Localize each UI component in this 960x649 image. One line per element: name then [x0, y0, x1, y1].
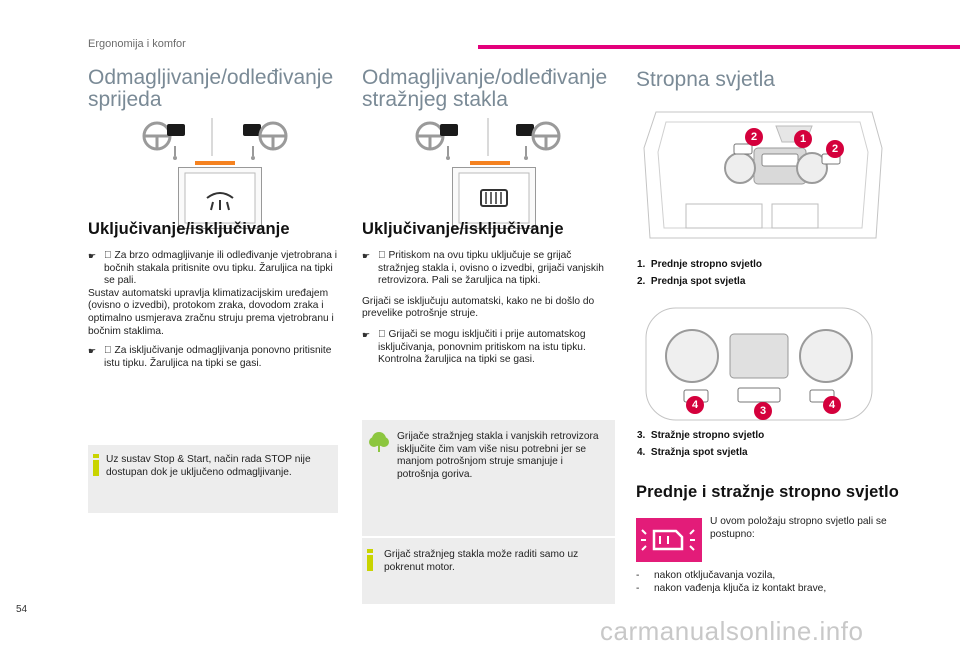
- front-defrost-icon: [179, 168, 261, 228]
- rear-window-defrost-icon: [453, 168, 535, 228]
- col1-para1: Sustav automatski upravlja klimatizacijskim uređajem (ovisno o izvedbi), protokom zraka, dovodom zraka i optimalno usmjerava zračnu struju prema vjetrobranu i bočnim staklima.: [88, 287, 334, 337]
- rear-lights-list: [637, 427, 764, 461]
- door-light-icon: [636, 518, 702, 562]
- door-mode-text: U ovom položaju stropno svjetlo pali se postupno:: [710, 516, 887, 540]
- col2-para1: Grijači se isključuju automatski, kako ne bi došlo do prevelike potrošnje struje.: [362, 295, 595, 320]
- front-ceiling-light-illustration: [636, 108, 890, 256]
- info-icon: [367, 549, 373, 571]
- info-icon: [93, 454, 99, 476]
- callout-badge-rear-spot-left: 4: [686, 396, 704, 414]
- col3-title: Stropna svjetla: [636, 68, 775, 91]
- col2-bullet2: ☛ Grijači se mogu isključiti i prije automatskog isključivanja, ponovnim pritiskom na istu tipku. Kontrolna žaruljica na tipki se gasi.: [362, 328, 586, 366]
- callout-badge-rear-ceiling: 3: [754, 402, 772, 420]
- dash-item-1: - nakon otključavanja vozila,: [636, 570, 776, 581]
- col2-title: [362, 67, 607, 111]
- col1-body: [88, 250, 338, 370]
- col3-subtitle: Prednje i stražnje stropno svjetlo: [636, 483, 899, 501]
- col1-note-box: [88, 445, 338, 513]
- col2-subtitle: Uključivanje/isključivanje: [362, 220, 564, 238]
- front-item-1: 1. Prednje stropno svjetlo: [637, 259, 763, 270]
- col1-title-line1: Odmagljivanje/odleđivanje: [88, 66, 334, 89]
- front-ceiling-light-drawing: [636, 108, 890, 256]
- rear-item-3: 3. Stražnje stropno svjetlo: [637, 430, 765, 441]
- bullet-marker-icon: ☛: [362, 251, 371, 261]
- col3-dash-list: [636, 570, 886, 595]
- bullet-marker-icon: ☛: [88, 251, 97, 261]
- bullet-marker-icon: ☛: [88, 346, 97, 357]
- page-number: 54: [16, 604, 28, 615]
- col2-eco-text: Grijače stražnjeg stakla i vanjskih retrovizora isključite čim vam više nisu potrebni jer se manjom potrošnjom struje smanjuje i potrošnja goriva.: [397, 431, 599, 480]
- col2-eco-box: [362, 420, 615, 536]
- col1-note-text: Uz sustav Stop & Start, način rada STOP nije dostupan dok je uključeno odmagljivanje.: [106, 454, 311, 478]
- col2-note-text: Grijač stražnjeg stakla može raditi samo uz pokrenut motor.: [384, 549, 579, 573]
- callout-badge-front-ceiling: 1: [794, 130, 812, 148]
- bullet-marker-icon: ☛: [362, 329, 371, 340]
- door-mode-icon: [636, 518, 702, 562]
- col2-title-line2: stražnjeg stakla: [362, 88, 508, 111]
- section-accent-bar: [478, 45, 960, 49]
- watermark: carmanualsonline.info: [600, 616, 864, 646]
- col2-note-box: [362, 538, 615, 604]
- col1-bullet1: ☛ Za brzo odmagljivanje ili odleđivanje vjetrobrana i bočnih stakala pritisnite ovu tipku. Žaruljica na tipki se pali.: [88, 250, 338, 287]
- dash-item-2: - nakon vađenja ključa iz kontakt brave,: [636, 582, 827, 594]
- front-item-2: 2. Prednja spot svjetla: [637, 276, 746, 287]
- callout-badge-rear-spot-right: 4: [823, 396, 841, 414]
- rear-item-4: 4. Stražnja spot svjetla: [637, 447, 748, 458]
- callout-badge-front-spot-left: 2: [745, 128, 763, 146]
- col1-bullet2: ☛ Za isključivanje odmagljivanja ponovno pritisnite istu tipku. Žaruljica na tipki se gasi.: [88, 345, 332, 369]
- col1-subtitle: Uključivanje/isključivanje: [88, 220, 290, 238]
- section-label: Ergonomija i komfor: [88, 38, 186, 50]
- callout-badge-front-spot-right: 2: [826, 140, 844, 158]
- col1-title-line2: sprijeda: [88, 88, 162, 111]
- col2-title-line1: Odmagljivanje/odleđivanje: [362, 66, 608, 89]
- eco-leaf-icon: [367, 430, 391, 454]
- col2-body: [362, 250, 614, 367]
- col1-title: [88, 67, 333, 111]
- front-lights-list: [637, 256, 762, 290]
- col2-bullet1: ☛ Pritiskom na ovu tipku uključuje se grijač stražnjeg stakla i, ovisno o izvedbi, grijači vanjskih retrovizora. Pali se žaruljica na tipki.: [362, 250, 604, 287]
